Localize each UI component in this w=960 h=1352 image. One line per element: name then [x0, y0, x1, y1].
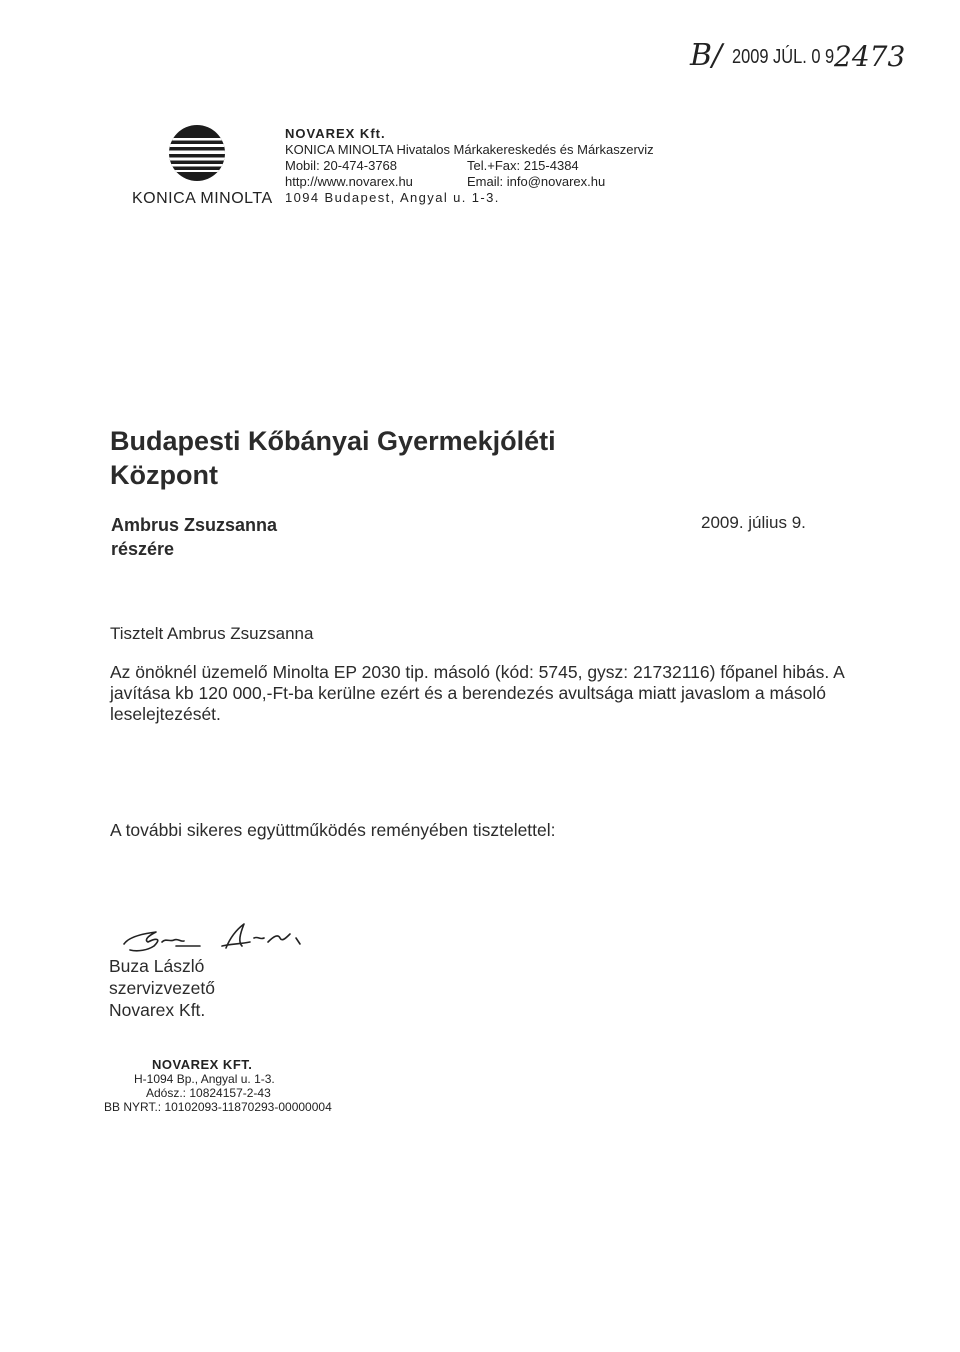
letterhead-tagline: KONICA MINOLTA Hivatalos Márkakereskedés és Márkaszerviz: [285, 142, 654, 157]
closing-line: A további sikeres együttműködés reményében tisztelettel:: [110, 820, 556, 840]
konica-minolta-globe-icon: [168, 124, 226, 182]
letterhead-email: Email: info@novarex.hu: [467, 174, 606, 189]
letterhead-phone-row: [285, 158, 654, 174]
company-stamp-name: NOVAREX KFT.: [152, 1057, 253, 1072]
signer-name: Buza László: [109, 956, 205, 976]
recipient-line2: Központ: [110, 460, 218, 490]
letterhead-web: http://www.novarex.hu: [285, 174, 413, 189]
received-stamp-date: 2009 JÚL. 0 9: [732, 46, 835, 68]
body-paragraph: Az önöknél üzemelő Minolta EP 2030 tip. másoló (kód: 5745, gysz: 21732116) főpanel hibás. A javítása kb 120 000,-Ft-ba kerülne ezért és a berendezés avultsága miatt javaslom a másoló leselejtezését.: [110, 662, 844, 724]
letterhead-mobile: Mobil: 20-474-3768: [285, 158, 398, 173]
company-stamp: [104, 1058, 332, 1114]
letterhead-address: 1094 Budapest, Angyal u. 1-3.: [285, 190, 500, 205]
signer-title: szervizvezető: [109, 978, 216, 998]
signature-block: [109, 955, 215, 1021]
letterhead: [285, 126, 654, 206]
recipient-line1: Budapesti Kőbányai Gyermekjóléti: [110, 426, 556, 456]
letterhead-company: NOVAREX Kft.: [285, 126, 386, 141]
signer-company: Novarex Kft.: [109, 1000, 206, 1020]
attention-name: Ambrus Zsuzsanna: [111, 515, 278, 535]
letter-date: 2009. július 9.: [701, 513, 806, 532]
handwritten-signature: [118, 908, 328, 962]
received-stamp-number: 2473: [834, 40, 906, 73]
attention-suffix: részére: [111, 539, 175, 559]
company-stamp-bank: BB NYRT.: 10102093-11870293-00000004: [104, 1100, 332, 1114]
company-stamp-taxid: Adósz.: 10824157-2-43: [146, 1086, 271, 1100]
recipient-block: [110, 424, 556, 492]
konica-minolta-logo-text: KONICA MINOLTA: [132, 190, 273, 207]
letterhead-web-row: [285, 174, 654, 190]
received-stamp-mark: B/: [690, 38, 723, 73]
greeting: Tisztelt Ambrus Zsuzsanna: [110, 624, 314, 643]
attention-block: [111, 513, 277, 561]
letterhead-telfax: Tel.+Fax: 215-4384: [467, 158, 579, 173]
company-stamp-address: H-1094 Bp., Angyal u. 1-3.: [134, 1072, 275, 1086]
